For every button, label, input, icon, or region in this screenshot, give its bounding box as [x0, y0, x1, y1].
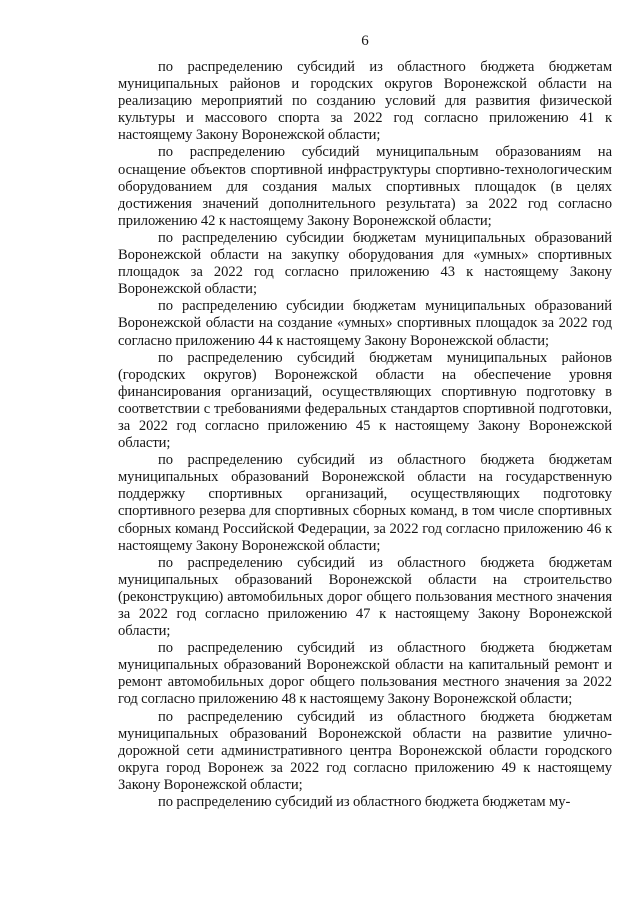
paragraph: по распределению субсидий из областного бюджета бюджетам муниципальных образований Воронежской области на капитальный ремонт и ремонт автомобильных дорог общего пользования местного значения за 2022 год согласно приложению 48 к настоящему Закону Воронежской области;: [118, 640, 612, 708]
paragraph: по распределению субсидий из областного бюджета бюджетам муниципальных образований Воронежской области на государственную поддержку спортивных организаций, осуществляющих подготовку спортивного резерва для спортивных сборных команд, в том числе спортивных сборных команд Российской Федерации, за 2022 год согласно приложению 46 к настоящему Закону Воронежской области;: [118, 452, 612, 554]
paragraph: по распределению субсидии бюджетам муниципальных образований Воронежской области на создание «умных» спортивных площадок за 2022 год согласно приложению 44 к настоящему Закону Воронежской области;: [118, 298, 612, 349]
paragraph: по распределению субсидий из областного бюджета бюджетам му-: [158, 794, 571, 811]
paragraph: по распределению субсидии бюджетам муниципальных образований Воронежской области на закупку оборудования для «умных» спортивных площадок за 2022 год согласно приложению 43 к настоящему Закону Воронежской области;: [118, 229, 612, 298]
page-number: 6: [361, 33, 369, 49]
document-body: [118, 59, 612, 811]
paragraph: по распределению субсидий из областного бюджета бюджетам муниципальных образований Воронежской области на строительство (реконструкцию) автомобильных дорог общего пользования местного значения за 2022 год согласно приложению 47 к настоящему Закону Воронежской области;: [118, 554, 612, 640]
paragraph: по распределению субсидий из областного бюджета бюджетам муниципальных образований Воронежской области на развитие улично-дорожной сети административного центра Воронежской области городского округа город Воронеж за 2022 год согласно приложению 49 к настоящему Закону Воронежской области;: [118, 708, 612, 793]
paragraph: по распределению субсидий из областного бюджета бюджетам муниципальных районов и городских округов Воронежской области на реализацию мероприятий по созданию условий для развития физической культуры и массового спорта за 2022 год согласно приложению 41 к настоящему Закону Воронежской области;: [118, 59, 612, 144]
paragraph: по распределению субсидий муниципальным образованиям на оснащение объектов спортивной инфраструктуры спортивно-технологическим оборудованием для создания малых спортивных площадок (в целях достижения значений дополнительного результата) за 2022 год согласно приложению 42 к настоящему Закону Воронежской области;: [118, 144, 612, 229]
paragraph: по распределению субсидий бюджетам муниципальных районов (городских округов) Воронежской области на обеспечение уровня финансирования организаций, осуществляющих спортивную подготовку в соответствии с требованиями федеральных стандартов спортивной подготовки, за 2022 год согласно приложению 45 к настоящему Закону Воронежской области;: [118, 349, 612, 452]
